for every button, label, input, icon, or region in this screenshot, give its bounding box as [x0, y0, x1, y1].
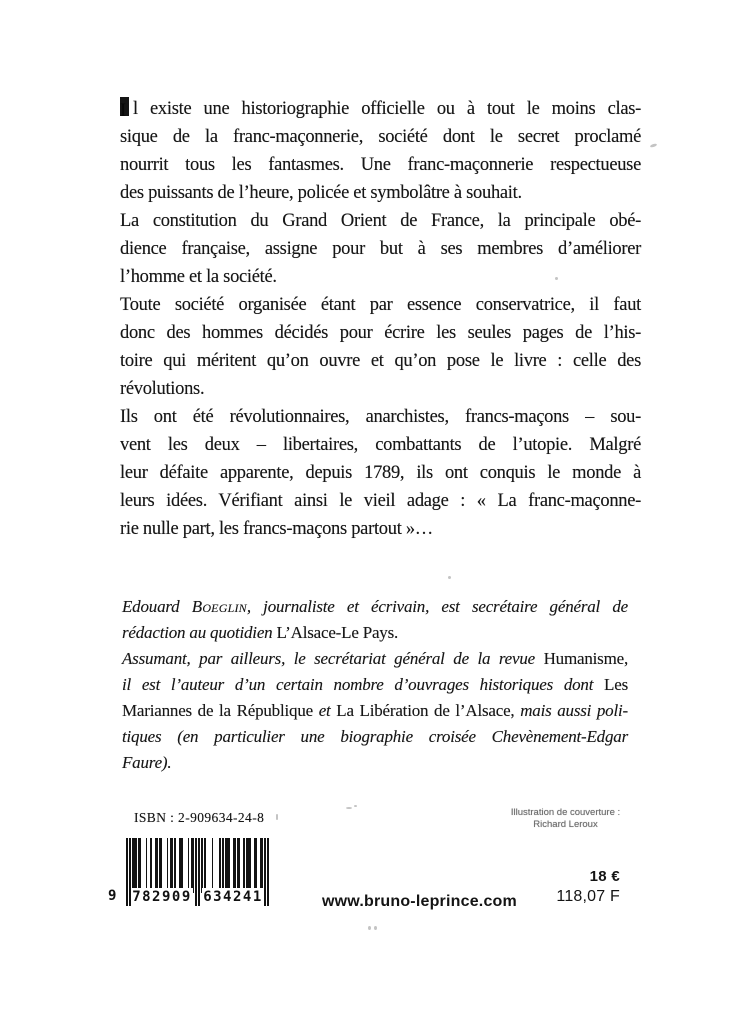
- barcode-bar: [267, 838, 269, 906]
- barcode-bar: [255, 838, 257, 893]
- barcode-bar: [222, 838, 224, 893]
- bio-segment-italic: Assumant, par ailleurs, le secrétariat général de la revue: [122, 649, 544, 668]
- drop-cap-initial: I: [120, 97, 129, 116]
- scan-artifact: [368, 926, 371, 930]
- barcode-bar: [188, 838, 190, 893]
- barcode-bar: [195, 838, 197, 906]
- bio-line: [122, 750, 628, 776]
- barcode-bar: [161, 838, 163, 893]
- scan-artifact: [276, 814, 278, 820]
- bio-line: [122, 698, 628, 724]
- bio-line: [122, 672, 628, 698]
- barcode-bar: [126, 838, 128, 906]
- barcode-lead-digit: 9: [108, 888, 117, 904]
- bio-segment-roman: Humanisme,: [543, 649, 628, 668]
- price-euro: 18 €: [589, 868, 620, 885]
- bio-segment-italic: et: [318, 701, 331, 720]
- barcode-bar: [192, 838, 194, 893]
- scan-artifact: [374, 926, 377, 930]
- synopsis-line: sique de la franc-maçonnerie, société dont le secret proclamé: [120, 127, 641, 147]
- bio-segment-italic: Faure).: [122, 753, 172, 772]
- isbn-text: ISBN : 2-909634-24-8: [134, 810, 265, 825]
- barcode-bar: [150, 838, 152, 893]
- scan-artifact: [354, 805, 357, 807]
- scan-artifact: [346, 807, 352, 809]
- ean13-barcode: [108, 838, 269, 908]
- barcode-bar: [135, 838, 137, 893]
- barcode-bar: [201, 838, 203, 893]
- barcode-bar: [167, 838, 169, 893]
- barcode-bar: [261, 838, 263, 893]
- barcode-bar: [174, 838, 176, 893]
- barcode-bar: [146, 838, 148, 893]
- synopsis-line: nourrit tous les fantasmes. Une franc-maçonnerie respectueuse: [120, 155, 641, 175]
- barcode-bar: [219, 838, 221, 893]
- synopsis-line: révolutions.: [120, 379, 205, 399]
- barcode-bar: [239, 838, 241, 893]
- synopsis-line: leurs idées. Vérifiant ainsi le vieil adage : « La franc-maçonne-: [120, 491, 641, 511]
- cover-illustration-credit: [473, 807, 658, 831]
- barcode-bar: [182, 838, 184, 893]
- bio-segment-italic: il est l’auteur d’un certain nombre d’ouvrages historiques dont: [122, 675, 605, 694]
- publisher-website: www.bruno-leprince.com: [322, 893, 517, 910]
- synopsis-line: La constitution du Grand Orient de France, la principale obé-: [120, 211, 641, 231]
- bio-segment-roman: La Libération de l’Alsace,: [330, 701, 521, 720]
- synopsis-line: donc des hommes décidés pour écrire les seules pages de l’his-: [120, 323, 641, 343]
- scan-artifact: [555, 277, 558, 280]
- barcode-bar: [212, 838, 214, 893]
- price-block: [520, 868, 620, 906]
- barcode-bar: [249, 838, 251, 893]
- synopsis-line: des puissants de l’heure, policée et symbolâtre à souhait.: [120, 183, 522, 203]
- credit-line-1: Illustration de couverture :: [510, 807, 621, 818]
- bio-line: [122, 646, 628, 672]
- author-bio: [122, 594, 628, 776]
- barcode-bar: [228, 838, 230, 893]
- synopsis-line: Ils ont été révolutionnaires, anarchistes, francs-maçons – sou-: [120, 407, 641, 427]
- barcode-bar: [264, 838, 266, 906]
- barcode-bar: [171, 838, 173, 893]
- synopsis-line: I l existe une historiographie officielle ou à tout le moins clas-: [120, 99, 641, 119]
- barcode-digits-left: 782909: [132, 889, 192, 905]
- bio-segment-italic: tiques (en particulier une biographie croisée Chevènement-Edgar: [122, 727, 628, 746]
- synopsis-text: [120, 95, 641, 543]
- scan-artifact: [448, 576, 451, 579]
- bio-line: [122, 620, 628, 646]
- barcode-bar: [198, 838, 200, 906]
- synopsis-line: toire qui méritent qu’on ouvre et qu’on pose le livre : celle des: [120, 351, 641, 371]
- barcode-bar: [234, 838, 236, 893]
- bio-segment-italic: Edouard: [122, 597, 192, 616]
- barcode-bar: [243, 838, 245, 893]
- barcode-bar: [204, 838, 206, 893]
- barcode-bar: [140, 838, 142, 893]
- bio-line: [122, 594, 628, 620]
- bio-segment-roman: Les: [604, 675, 628, 694]
- credit-line-2: Richard Leroux: [533, 819, 598, 830]
- bio-segment-smallcaps: Boeglin: [191, 597, 247, 616]
- barcode-digits-right: 634241: [203, 889, 263, 905]
- bio-segment-italic: mais aussi poli-: [520, 701, 628, 720]
- scan-artifact: [650, 143, 658, 148]
- synopsis-line: vent les deux – libertaires, combattants de l’utopie. Malgré: [120, 435, 641, 455]
- synopsis-line: l’homme et la société.: [120, 267, 277, 287]
- bio-segment-roman: L’Alsace-Le Pays.: [276, 623, 399, 642]
- synopsis-line: Toute société organisée étant par essence conservatrice, il faut: [120, 295, 641, 315]
- bio-line: [122, 724, 628, 750]
- bio-segment-italic: rédaction au quotidien: [122, 623, 277, 642]
- synopsis-line: dience française, assigne pour but à ses membres d’améliorer: [120, 239, 641, 259]
- synopsis-line: leur défaite apparente, depuis 1789, ils ont conquis le monde à: [120, 463, 641, 483]
- synopsis-line: rie nulle part, les francs-maçons partout »…: [120, 519, 434, 539]
- price-francs: 118,07 F: [556, 888, 620, 905]
- bio-segment-italic: , journaliste et écrivain, est secrétaire général de: [246, 597, 628, 616]
- bio-segment-roman: Mariannes de la République: [122, 701, 319, 720]
- barcode-bar: [156, 838, 158, 893]
